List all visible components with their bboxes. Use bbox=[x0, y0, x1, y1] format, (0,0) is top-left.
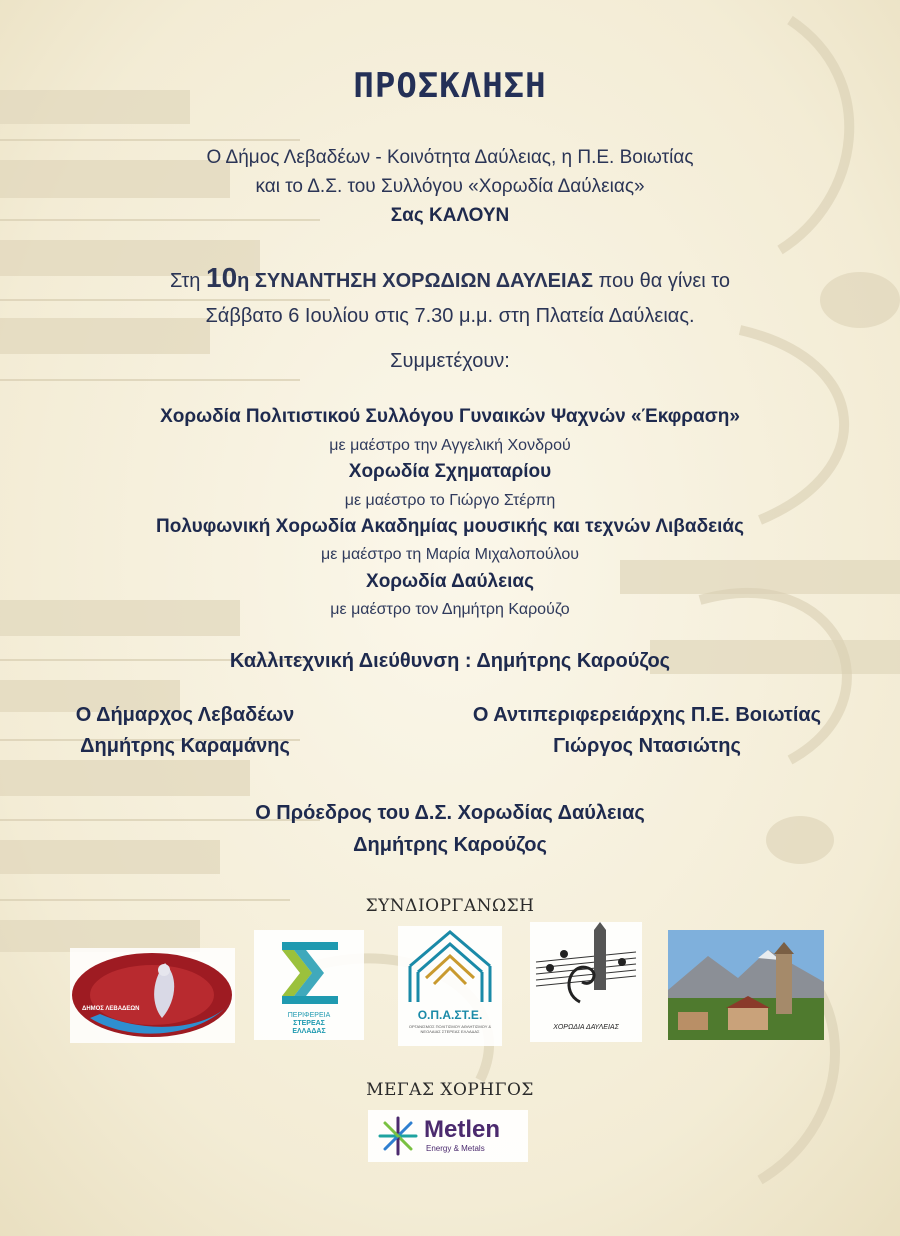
village-photo bbox=[668, 930, 824, 1040]
municipality-emblem-icon bbox=[70, 948, 235, 1043]
mayor-name: Δημήτρης Καραμάνης bbox=[80, 735, 290, 757]
choir-maestro: με μαέστρο τον Δημήτρη Καρούζο bbox=[330, 601, 570, 618]
mayor-title: Ο Δήμαρχος Λεβαδέων bbox=[75, 704, 295, 726]
president-title: Ο Πρόεδρος του Δ.Σ. Χορωδίας Δαύλειας bbox=[255, 802, 645, 824]
metlen-tagline: Energy & Metals bbox=[426, 1144, 485, 1153]
opaste-logo-text: Ο.Π.Α.ΣΤ.Ε. bbox=[417, 1008, 483, 1022]
event-suffix: που θα γίνει το bbox=[592, 270, 730, 292]
metlen-burst-icon bbox=[378, 1116, 418, 1156]
region-logo-line3: ΕΛΛΑΔΑΣ bbox=[292, 1028, 326, 1035]
page-title: ΠΡΟΣΚΛΗΣΗ bbox=[353, 66, 547, 106]
event-prefix: Στη bbox=[170, 270, 206, 292]
choir-maestro: με μαέστρο τη Μαρία Μιχαλοπούλου bbox=[320, 546, 580, 563]
municipality-logo-text: ΔΗΜΟΣ ΛΕΒΑΔΕΩΝ bbox=[82, 1006, 140, 1012]
co-organization-heading: ΣΥΝΔΙΟΡΓΑΝΩΣΗ bbox=[365, 896, 535, 916]
metlen-logo bbox=[368, 1110, 528, 1162]
region-sterea-logo bbox=[254, 930, 364, 1040]
choir-name: Χορωδία Πολιτιστικού Συλλόγου Γυναικών Ψαχνών «Έκφραση» bbox=[160, 406, 740, 427]
major-sponsor-heading: ΜΕΓΑΣ ΧΟΡΗΓΟΣ bbox=[366, 1080, 534, 1100]
sigma-icon bbox=[254, 930, 364, 1010]
event-name: ΣΥΝΑΝΤΗΣΗ ΧΟΡΩΔΙΩΝ ΔΑΥΛΕΙΑΣ bbox=[249, 270, 593, 292]
choir-maestro: με μαέστρο την Αγγελική Χονδρού bbox=[329, 437, 571, 454]
participants-heading: Συμμετέχουν: bbox=[390, 350, 510, 372]
president-name: Δημήτρης Καρούζος bbox=[353, 834, 547, 856]
event-line-2: Σάββατο 6 Ιουλίου στις 7.30 μ.μ. στη Πλατεία Δαύλειας. bbox=[205, 305, 695, 327]
choir-name: Πολυφωνική Χορωδία Ακαδημίας μουσικής και τεχνών Λιβαδειάς bbox=[156, 516, 744, 537]
village-landscape-image bbox=[668, 930, 824, 1040]
region-logo-text bbox=[254, 1012, 364, 1036]
opaste-emblem-icon bbox=[398, 926, 502, 1006]
invite-callout: Σας ΚΑΛΟΥΝ bbox=[390, 205, 510, 226]
choir-maestro: με μαέστρο το Γιώργο Στέρπη bbox=[344, 492, 556, 509]
artistic-direction: Καλλιτεχνική Διεύθυνση : Δημήτρης Καρούζος bbox=[229, 650, 671, 672]
region-logo-line2: ΣΤΕΡΕΑΣ bbox=[293, 1020, 325, 1027]
municipality-levadeia-logo bbox=[70, 948, 235, 1043]
choir-name: Χορωδία Δαύλειας bbox=[366, 571, 534, 592]
choir-logo-text: ΧΟΡΩΔΙΑ ΔΑΥΛΕΙΑΣ bbox=[553, 1024, 619, 1031]
metlen-name: Metlen bbox=[424, 1116, 501, 1143]
region-logo-line1: ΠΕΡΙΦΕΡΕΙΑ bbox=[287, 1012, 331, 1019]
event-line-1 bbox=[0, 262, 900, 294]
intro-line-2: και το Δ.Σ. του Συλλόγου «Χορωδία Δαύλειας» bbox=[255, 176, 645, 197]
intro-line-1: Ο Δήμος Λεβαδέων - Κοινότητα Δαύλειας, η Π.Ε. Βοιωτίας bbox=[206, 147, 694, 168]
event-ordinal-suffix: η bbox=[237, 270, 250, 292]
vice-governor-name: Γιώργος Ντασιώτης bbox=[553, 735, 741, 757]
event-ordinal-number: 10 bbox=[206, 262, 238, 293]
opaste-logo bbox=[398, 926, 502, 1046]
treble-clef-tower-icon bbox=[530, 922, 642, 1022]
choir-name: Χορωδία Σχηματαρίου bbox=[348, 461, 552, 482]
vice-governor-title: Ο Αντιπεριφερειάρχης Π.Ε. Βοιωτίας bbox=[472, 704, 822, 726]
opaste-logo-subtext: ΟΡΓΑΝΙΣΜΟΣ ΠΟΛΙΤΙΣΜΟΥ ΑΘΛΗΤΙΣΜΟΥ & ΝΕΟΛΑΙΑΣ ΣΤΕΡΕΑΣ ΕΛΛΑΔΑΣ bbox=[408, 1024, 492, 1034]
choir-davleia-logo bbox=[530, 922, 642, 1042]
